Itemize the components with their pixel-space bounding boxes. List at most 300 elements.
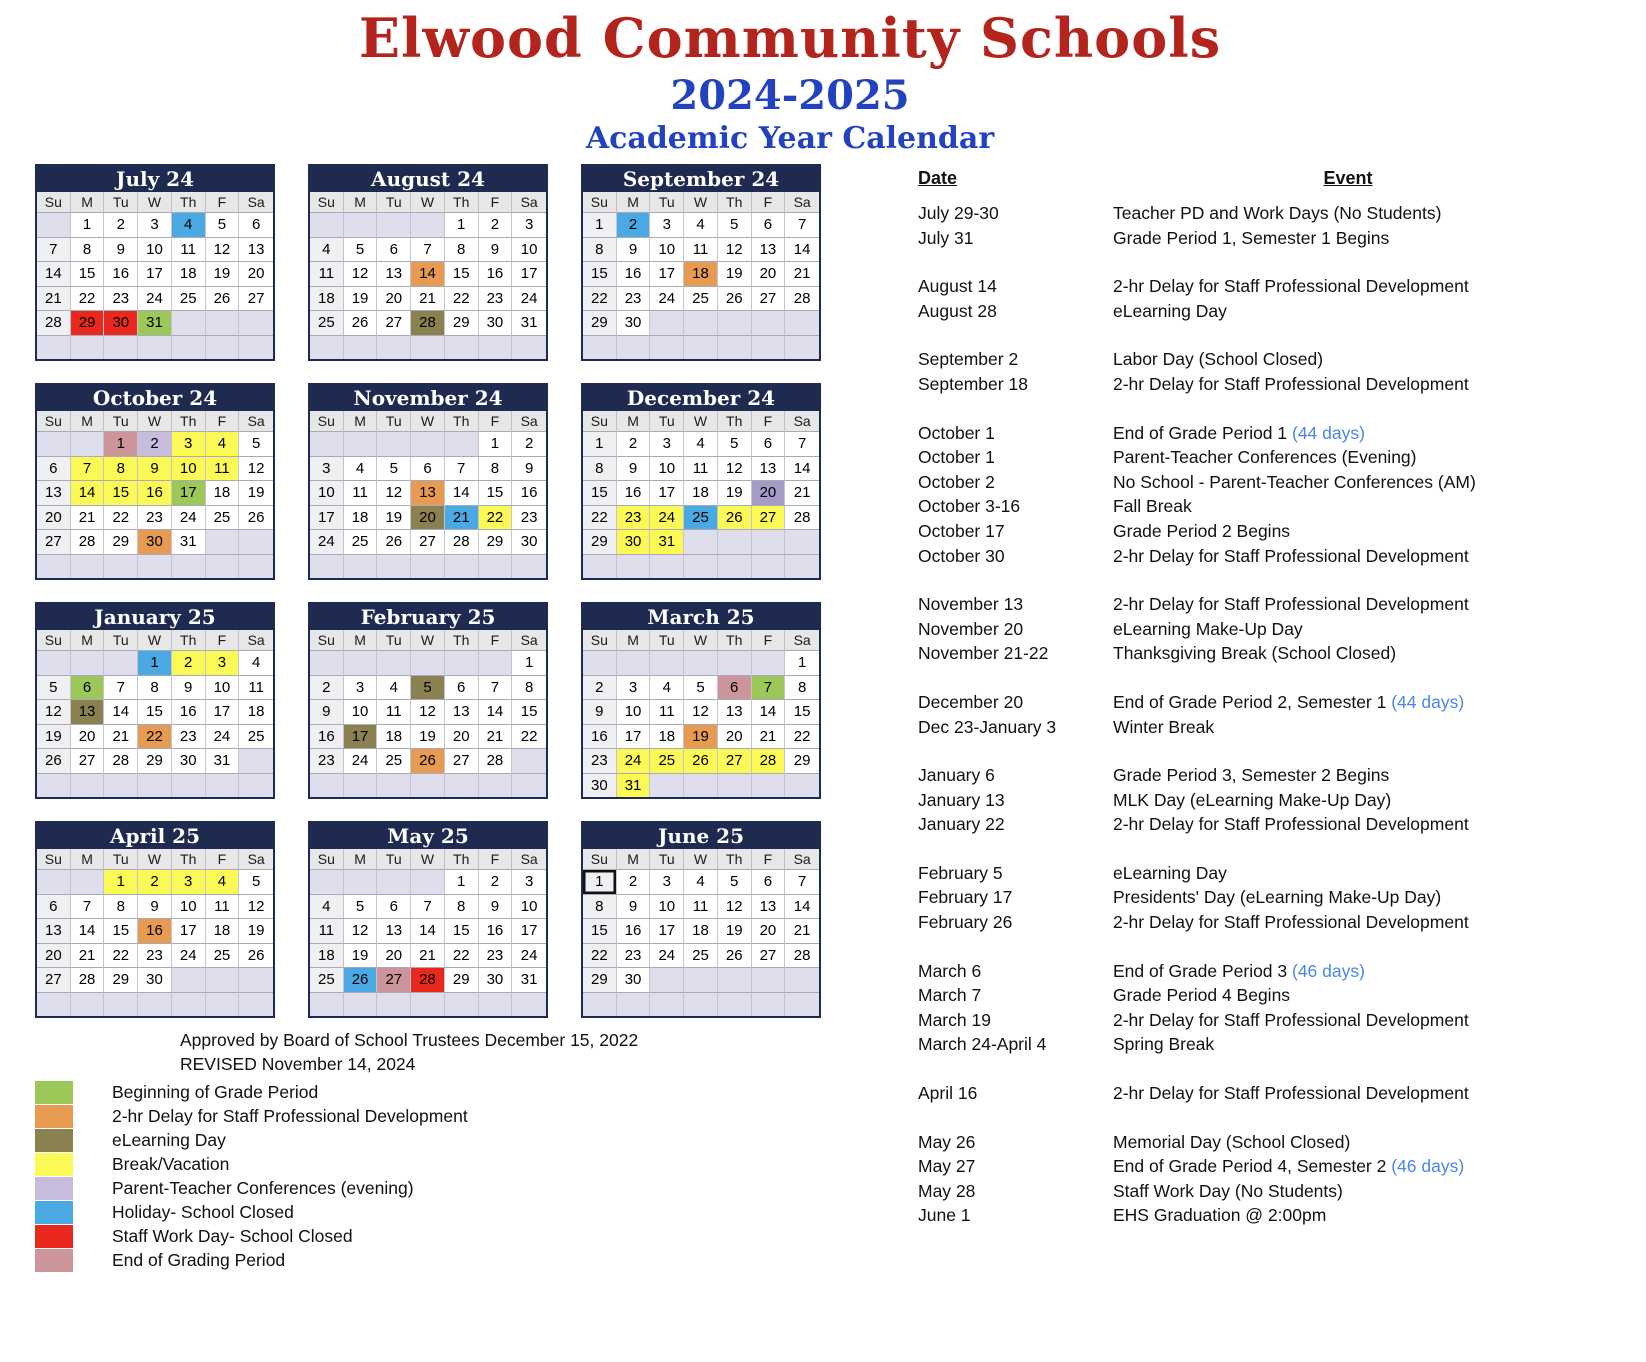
empty-cell [785, 992, 819, 1017]
day-cell: 14 [37, 261, 71, 286]
day-cell: 10 [206, 675, 240, 700]
day-cell: 15 [512, 699, 546, 724]
day-cell: 12 [718, 237, 752, 262]
day-cell: 25 [684, 505, 718, 530]
day-of-week-label: Th [445, 411, 479, 431]
empty-cell [71, 869, 105, 894]
day-cell: 7 [411, 237, 445, 262]
day-cell: 9 [479, 894, 513, 919]
day-cell: 7 [37, 237, 71, 262]
day-cell: 23 [310, 748, 344, 773]
empty-cell [479, 773, 513, 798]
legend-row [35, 1104, 856, 1128]
day-cell: 5 [344, 894, 378, 919]
day-cell: 27 [377, 967, 411, 992]
event-text: 2-hr Delay for Staff Professional Development [1113, 276, 1469, 297]
day-cell: 23 [583, 748, 617, 773]
month-title: January 25 [37, 604, 273, 630]
day-cell: 11 [239, 675, 273, 700]
event-date: January 13 [918, 789, 1005, 810]
day-cell: 15 [71, 261, 105, 286]
day-cell: 30 [617, 529, 651, 554]
day-of-week-label: M [71, 192, 105, 212]
month-title: September 24 [583, 166, 819, 192]
empty-cell [344, 650, 378, 675]
day-of-week-row [583, 411, 819, 431]
day-cell: 5 [239, 869, 273, 894]
day-cell: 16 [172, 699, 206, 724]
day-cell: 22 [785, 724, 819, 749]
day-of-week-row [583, 849, 819, 869]
day-cell: 27 [37, 529, 71, 554]
day-cell: 17 [512, 261, 546, 286]
empty-cell [411, 335, 445, 360]
empty-cell [411, 773, 445, 798]
day-cell: 6 [445, 675, 479, 700]
day-of-week-label: Sa [512, 849, 546, 869]
day-of-week-label: Sa [785, 630, 819, 650]
event-date: May 28 [918, 1180, 976, 1201]
day-cell: 11 [206, 456, 240, 481]
day-cell: 31 [138, 310, 172, 335]
day-cell: 27 [239, 286, 273, 311]
empty-cell [206, 773, 240, 798]
day-cell: 18 [239, 699, 273, 724]
day-cell: 12 [718, 894, 752, 919]
empty-cell [512, 992, 546, 1017]
month-calendar-april-25 [35, 821, 275, 1018]
day-cell: 28 [411, 967, 445, 992]
day-cell: 18 [206, 480, 240, 505]
event-date: November 13 [918, 594, 1024, 615]
day-of-week-label: Th [718, 192, 752, 212]
empty-cell [445, 335, 479, 360]
empty-cell [684, 773, 718, 798]
empty-cell [650, 992, 684, 1017]
day-cell: 6 [752, 431, 786, 456]
legend-label: Beginning of Grade Period [112, 1081, 319, 1102]
event-row [918, 763, 1646, 788]
day-cell: 22 [445, 943, 479, 968]
day-cell: 30 [479, 310, 513, 335]
day-cell: 28 [785, 943, 819, 968]
empty-cell [71, 650, 105, 675]
empty-cell [411, 869, 445, 894]
day-cell: 25 [172, 286, 206, 311]
event-date: February 17 [918, 887, 1013, 908]
day-cell: 16 [617, 261, 651, 286]
day-of-week-label: Tu [104, 849, 138, 869]
day-of-week-label: Th [172, 192, 206, 212]
day-of-week-label: M [344, 411, 378, 431]
event-row [918, 1081, 1646, 1106]
day-cell: 27 [71, 748, 105, 773]
day-cell: 2 [479, 869, 513, 894]
day-cell: 15 [583, 480, 617, 505]
day-of-week-label: Su [37, 630, 71, 650]
day-cell: 12 [718, 456, 752, 481]
calendar-panel [0, 164, 856, 1272]
day-cell: 28 [71, 529, 105, 554]
day-of-week-label: F [206, 849, 240, 869]
day-of-week-label: W [684, 849, 718, 869]
event-date: May 26 [918, 1131, 976, 1152]
day-cell: 2 [104, 212, 138, 237]
day-of-week-label: Su [37, 411, 71, 431]
day-cell: 10 [138, 237, 172, 262]
event-row [918, 592, 1646, 617]
day-cell: 30 [583, 773, 617, 798]
day-cell: 7 [479, 675, 513, 700]
empty-cell [445, 773, 479, 798]
empty-cell [310, 650, 344, 675]
day-of-week-label: F [206, 630, 240, 650]
day-of-week-label: F [206, 411, 240, 431]
day-cell: 25 [377, 748, 411, 773]
day-cell: 11 [310, 261, 344, 286]
day-cell: 7 [785, 431, 819, 456]
event-row [918, 885, 1646, 910]
day-of-week-label: Tu [650, 411, 684, 431]
day-cell: 15 [583, 261, 617, 286]
day-of-week-label: W [411, 192, 445, 212]
day-cell: 20 [752, 918, 786, 943]
day-of-week-label: Sa [785, 849, 819, 869]
day-cell: 5 [206, 212, 240, 237]
empty-cell [377, 554, 411, 579]
day-cell: 23 [479, 286, 513, 311]
event-row [918, 226, 1646, 251]
empty-cell [411, 554, 445, 579]
day-cell: 18 [206, 918, 240, 943]
calendar-subtitle: Academic Year Calendar [585, 121, 995, 156]
day-cell: 19 [377, 505, 411, 530]
day-cell: 22 [138, 724, 172, 749]
day-cell: 18 [684, 261, 718, 286]
days-grid [37, 650, 273, 797]
day-cell: 13 [377, 261, 411, 286]
event-group [918, 201, 1646, 250]
day-cell: 31 [650, 529, 684, 554]
event-date: February 26 [918, 912, 1013, 933]
day-cell: 15 [583, 918, 617, 943]
empty-cell [377, 212, 411, 237]
empty-cell [138, 773, 172, 798]
day-cell: 27 [445, 748, 479, 773]
day-cell: 26 [37, 748, 71, 773]
day-of-week-label: W [138, 192, 172, 212]
day-cell: 15 [445, 261, 479, 286]
empty-cell [512, 773, 546, 798]
day-cell: 29 [104, 529, 138, 554]
event-text: Presidents' Day (eLearning Make-Up Day) [1113, 887, 1442, 908]
month-calendar-september-24 [581, 164, 821, 361]
day-of-week-label: Sa [785, 192, 819, 212]
day-of-week-label: Su [310, 411, 344, 431]
day-cell: 19 [718, 918, 752, 943]
day-cell: 4 [172, 212, 206, 237]
empty-cell [344, 212, 378, 237]
day-cell: 23 [617, 505, 651, 530]
empty-cell [138, 992, 172, 1017]
day-cell: 20 [752, 480, 786, 505]
day-cell: 4 [377, 675, 411, 700]
day-cell: 12 [377, 480, 411, 505]
empty-cell [37, 554, 71, 579]
day-cell: 16 [138, 918, 172, 943]
day-of-week-label: W [684, 630, 718, 650]
day-cell: 6 [37, 456, 71, 481]
day-cell: 27 [411, 529, 445, 554]
empty-cell [37, 869, 71, 894]
day-of-week-label: Su [310, 849, 344, 869]
day-cell: 1 [445, 212, 479, 237]
day-cell: 6 [752, 212, 786, 237]
day-cell: 15 [138, 699, 172, 724]
day-cell: 26 [206, 286, 240, 311]
day-cell: 27 [37, 967, 71, 992]
day-cell: 17 [310, 505, 344, 530]
day-cell: 26 [377, 529, 411, 554]
day-cell: 14 [104, 699, 138, 724]
day-cell: 5 [718, 431, 752, 456]
empty-cell [684, 310, 718, 335]
day-cell: 14 [785, 237, 819, 262]
day-of-week-label: W [411, 849, 445, 869]
event-row [918, 983, 1646, 1008]
legend-swatch [35, 1129, 73, 1152]
day-cell: 13 [445, 699, 479, 724]
day-cell: 21 [479, 724, 513, 749]
day-cell: 4 [684, 212, 718, 237]
event-text: eLearning Day [1113, 300, 1227, 321]
empty-cell [37, 773, 71, 798]
event-date: August 28 [918, 300, 997, 321]
day-cell: 16 [104, 261, 138, 286]
empty-cell [172, 773, 206, 798]
day-cell: 17 [344, 724, 378, 749]
event-row [918, 959, 1646, 984]
day-cell: 2 [172, 650, 206, 675]
day-of-week-label: Su [310, 630, 344, 650]
day-of-week-label: Th [172, 630, 206, 650]
day-cell: 30 [479, 967, 513, 992]
empty-cell [310, 554, 344, 579]
day-cell: 27 [377, 310, 411, 335]
empty-cell [583, 554, 617, 579]
empty-cell [785, 773, 819, 798]
day-of-week-row [310, 411, 546, 431]
day-of-week-label: Su [583, 411, 617, 431]
day-cell: 12 [344, 261, 378, 286]
day-cell: 10 [650, 456, 684, 481]
day-cell: 18 [310, 943, 344, 968]
day-cell: 14 [785, 456, 819, 481]
month-title: November 24 [310, 385, 546, 411]
day-of-week-label: Th [445, 192, 479, 212]
empty-cell [344, 773, 378, 798]
event-group [918, 763, 1646, 837]
event-date: June 1 [918, 1205, 971, 1226]
day-cell: 30 [617, 310, 651, 335]
day-cell: 7 [411, 894, 445, 919]
empty-cell [138, 554, 172, 579]
day-cell: 19 [239, 480, 273, 505]
day-cell: 13 [239, 237, 273, 262]
empty-cell [310, 773, 344, 798]
legend-swatch [35, 1249, 73, 1272]
day-cell: 12 [411, 699, 445, 724]
event-row [918, 470, 1646, 495]
event-text: Labor Day (School Closed) [1113, 349, 1324, 370]
day-of-week-label: Su [37, 849, 71, 869]
empty-cell [206, 529, 240, 554]
empty-cell [37, 650, 71, 675]
empty-cell [718, 554, 752, 579]
day-cell: 14 [445, 480, 479, 505]
empty-cell [37, 431, 71, 456]
event-text: Winter Break [1113, 716, 1215, 737]
day-cell: 28 [445, 529, 479, 554]
legend-label: 2-hr Delay for Staff Professional Development [112, 1105, 468, 1126]
month-title: July 24 [37, 166, 273, 192]
day-of-week-label: Tu [377, 849, 411, 869]
day-of-week-label: W [411, 630, 445, 650]
day-cell: 25 [650, 748, 684, 773]
day-cell: 26 [718, 286, 752, 311]
day-cell: 19 [344, 286, 378, 311]
empty-cell [104, 650, 138, 675]
day-cell: 4 [650, 675, 684, 700]
day-cell: 25 [239, 724, 273, 749]
day-cell: 30 [104, 310, 138, 335]
day-of-week-label: F [479, 411, 513, 431]
events-panel [856, 164, 1646, 1272]
day-of-week-label: W [138, 849, 172, 869]
day-cell: 17 [617, 724, 651, 749]
day-cell: 6 [37, 894, 71, 919]
day-cell: 31 [617, 773, 651, 798]
day-of-week-label: Sa [239, 849, 273, 869]
event-date: July 29-30 [918, 203, 999, 223]
day-cell: 14 [785, 894, 819, 919]
event-text: End of Grade Period 2, Semester 1 (44 days) [1113, 691, 1465, 712]
empty-cell [583, 992, 617, 1017]
day-cell: 3 [344, 675, 378, 700]
day-cell: 1 [138, 650, 172, 675]
empty-cell [752, 529, 786, 554]
empty-cell [684, 967, 718, 992]
day-cell: 16 [617, 480, 651, 505]
day-cell: 5 [684, 675, 718, 700]
day-cell: 29 [479, 529, 513, 554]
event-date: October 3-16 [918, 496, 1021, 517]
event-row [918, 1008, 1646, 1033]
day-cell: 10 [650, 894, 684, 919]
day-cell: 9 [617, 237, 651, 262]
month-calendar-january-25 [35, 602, 275, 799]
day-cell: 25 [206, 943, 240, 968]
day-cell: 27 [718, 748, 752, 773]
legend-row [35, 1176, 856, 1200]
day-cell: 26 [344, 967, 378, 992]
day-cell: 3 [650, 212, 684, 237]
day-cell: 17 [650, 480, 684, 505]
legend-swatch [35, 1225, 73, 1248]
event-date: August 14 [918, 276, 997, 297]
event-text: 2-hr Delay for Staff Professional Development [1113, 1083, 1469, 1104]
event-days-note: (46 days) [1292, 960, 1365, 981]
day-cell: 19 [344, 943, 378, 968]
event-row [918, 445, 1646, 470]
day-cell: 22 [583, 943, 617, 968]
empty-cell [37, 992, 71, 1017]
empty-cell [785, 967, 819, 992]
day-cell: 24 [172, 943, 206, 968]
event-date: October 1 [918, 447, 995, 468]
day-cell: 19 [684, 724, 718, 749]
event-group [918, 421, 1646, 569]
empty-cell [344, 431, 378, 456]
event-row [918, 1154, 1646, 1179]
day-cell: 4 [206, 869, 240, 894]
day-cell: 25 [344, 529, 378, 554]
day-cell: 7 [71, 894, 105, 919]
day-of-week-label: Tu [377, 192, 411, 212]
day-cell: 19 [718, 480, 752, 505]
legend-row [35, 1152, 856, 1176]
day-cell: 5 [239, 431, 273, 456]
day-cell: 22 [104, 505, 138, 530]
day-cell: 21 [104, 724, 138, 749]
day-cell: 8 [445, 237, 479, 262]
day-cell: 3 [512, 212, 546, 237]
day-cell: 5 [37, 675, 71, 700]
event-text: Grade Period 3, Semester 2 Begins [1113, 765, 1390, 786]
day-cell: 30 [172, 748, 206, 773]
legend-label: End of Grading Period [112, 1249, 286, 1270]
day-cell: 9 [104, 237, 138, 262]
day-cell: 5 [411, 675, 445, 700]
day-cell: 10 [512, 237, 546, 262]
day-of-week-label: Su [310, 192, 344, 212]
event-date: January 22 [918, 814, 1005, 835]
event-date: March 6 [918, 960, 982, 981]
day-cell: 1 [104, 869, 138, 894]
empty-cell [684, 335, 718, 360]
event-row [918, 1130, 1646, 1155]
day-cell: 14 [411, 261, 445, 286]
day-cell: 3 [617, 675, 651, 700]
event-group [918, 592, 1646, 666]
day-cell: 5 [718, 212, 752, 237]
day-of-week-row [583, 192, 819, 212]
day-cell: 31 [512, 310, 546, 335]
day-cell: 29 [445, 967, 479, 992]
month-calendar-november-24 [308, 383, 548, 580]
day-cell: 21 [71, 505, 105, 530]
empty-cell [583, 335, 617, 360]
event-row [918, 641, 1646, 666]
empty-cell [479, 992, 513, 1017]
day-cell: 12 [684, 699, 718, 724]
event-date: Dec 23-January 3 [918, 716, 1057, 737]
empty-cell [411, 212, 445, 237]
day-cell: 20 [37, 943, 71, 968]
legend-swatch [35, 1153, 73, 1176]
day-cell: 21 [752, 724, 786, 749]
day-cell: 3 [172, 431, 206, 456]
